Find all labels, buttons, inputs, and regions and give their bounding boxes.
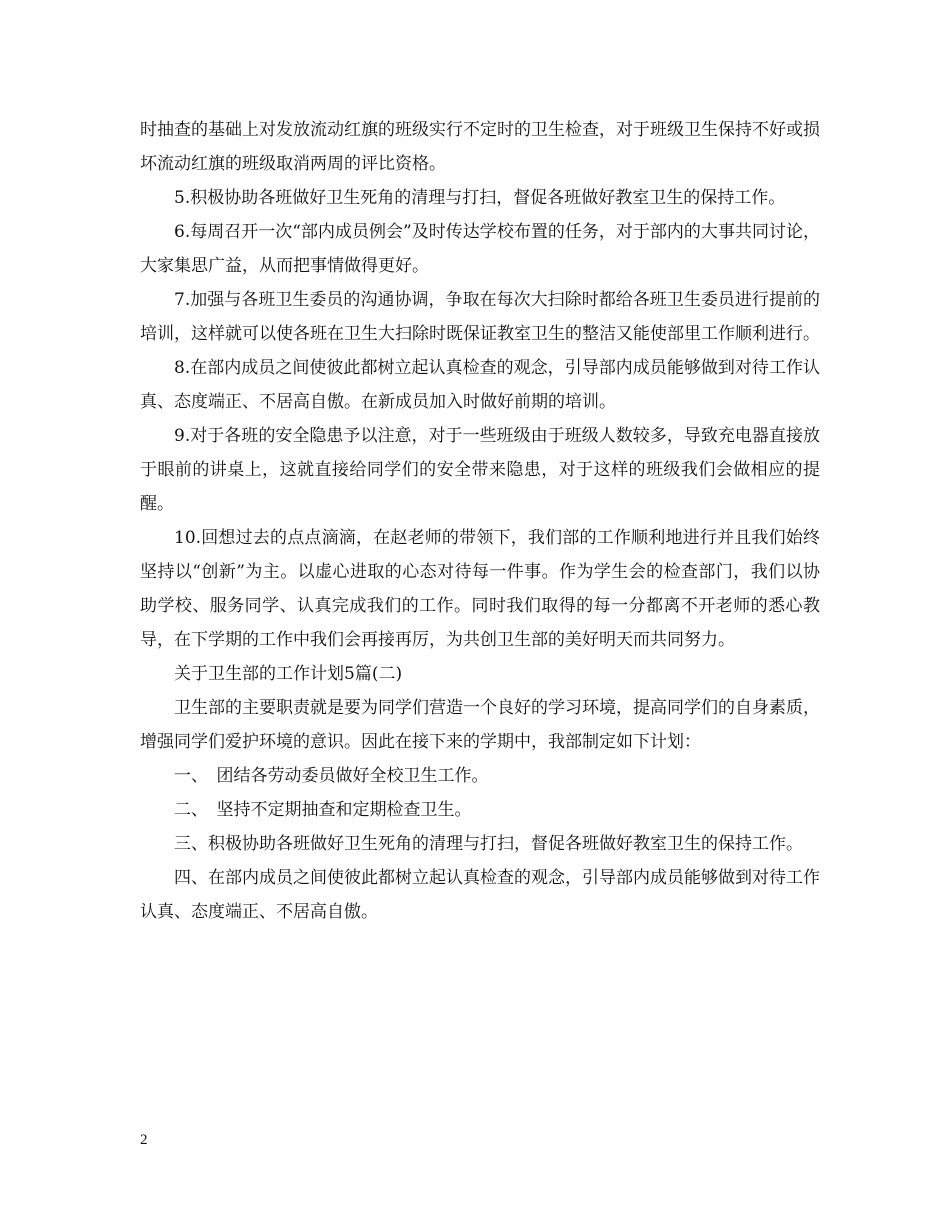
plan-item-4: 四、在部内成员之间使彼此都树立起认真检查的观念，引导部内成员能够做到对待工作认真、态度端正、不居高自傲。 [140,868,820,922]
paragraph-item-9: 9.对于各班的安全隐患予以注意，对于一些班级由于班级人数较多，导致充电器直接放于眼前的讲桌上，这就直接给同学们的安全带来隐患，对于这样的班级我们会做相应的提醒。 [140,426,820,514]
paragraph-intro: 卫生部的主要职责就是要为同学们营造一个良好的学习环境，提高同学们的自身素质，增强同学们爱护环境的意识。因此在接下来的学期中，我部制定如下计划： [140,698,820,752]
paragraph-item-6: 6.每周召开一次“部内成员例会”及时传达学校布置的任务，对于部内的大事共同讨论，大家集思广益，从而把事情做得更好。 [140,222,820,276]
plan-item-3: 三、积极协助各班做好卫生死角的清理与打扫，督促各班做好教室卫生的保持工作。 [174,834,803,854]
paragraph-item-10: 10.回想过去的点点滴滴，在赵老师的带领下，我们部的工作顺利地进行并且我们始终坚持以“创新”为主。以虚心进取的心态对待每一件事。作为学生会的检查部门，我们以协助学校、服务同学、认真完成我们的工作。同时我们取得的每一分都离不开老师的悉心教导，在下学期的工作中我们会再接再厉，为共创卫生部的美好明天而共同努力。 [140,528,820,650]
plan-item-1: 一、 团结各劳动委员做好全校卫生工作。 [174,766,489,786]
plan-item-2: 二、 坚持不定期抽查和定期检查卫生。 [174,800,472,820]
paragraph-item-7: 7.加强与各班卫生委员的沟通协调，争取在每次大扫除时都给各班卫生委员进行提前的培训，这样就可以使各班在卫生大扫除时既保证教室卫生的整洁又能使部里工作顺利进行。 [140,290,820,344]
page-number: 2 [140,1132,148,1148]
section-heading: 关于卫生部的工作计划5篇(二) [174,664,403,684]
paragraph-continuation: 时抽查的基础上对发放流动红旗的班级实行不定时的卫生检查，对于班级卫生保持不好或损坏流动红旗的班级取消两周的评比资格。 [140,120,820,174]
paragraph-item-8: 8.在部内成员之间使彼此都树立起认真检查的观念，引导部内成员能够做到对待工作认真、态度端正、不居高自傲。在新成员加入时做好前期的培训。 [140,358,820,412]
paragraph-item-5: 5.积极协助各班做好卫生死角的清理与打扫，督促各班做好教室卫生的保持工作。 [174,188,786,208]
document-body [140,113,820,929]
